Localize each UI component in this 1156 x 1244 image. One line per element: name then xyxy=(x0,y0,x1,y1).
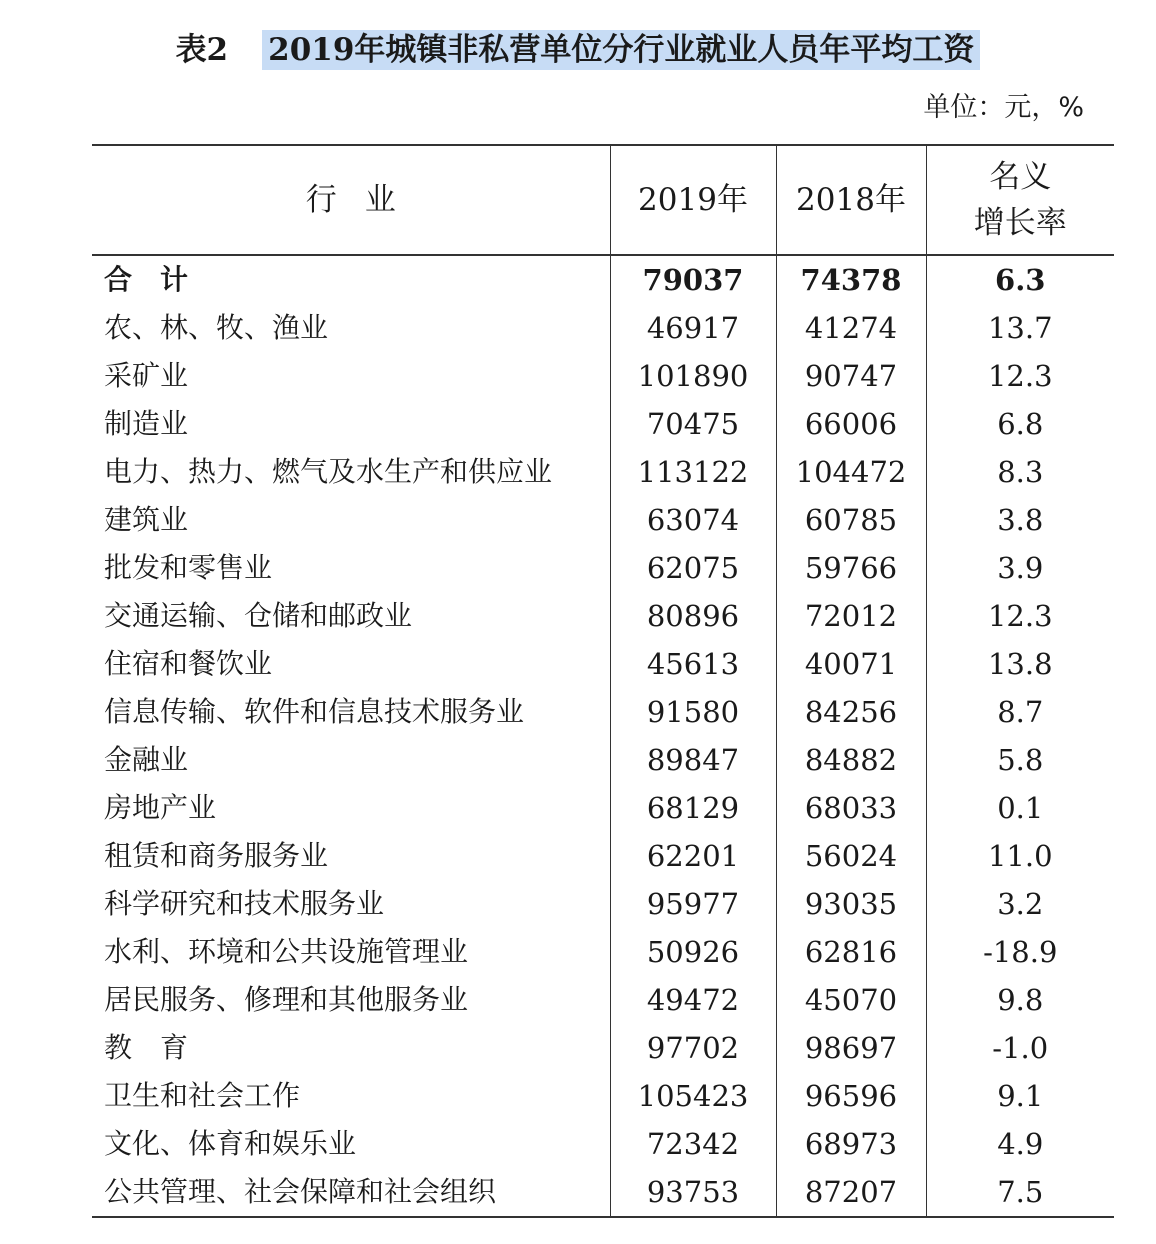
table-title-text: 2019年城镇非私营单位分行业就业人员年平均工资 xyxy=(262,30,980,70)
row-name: 交通运输、仓储和邮政业 xyxy=(104,599,413,632)
table-row xyxy=(92,400,1114,448)
table-row xyxy=(92,688,1114,736)
cell-2018: 96596 xyxy=(776,1072,926,1120)
cell-2018: 56024 xyxy=(776,832,926,880)
table-row xyxy=(92,928,1114,976)
table-row xyxy=(92,640,1114,688)
cell-2019: 97702 xyxy=(610,1024,776,1072)
cell-2018: 41274 xyxy=(776,304,926,352)
total-char2: 计 xyxy=(160,263,189,296)
table-row xyxy=(92,1120,1114,1168)
cell-2018: 66006 xyxy=(776,400,926,448)
cell-growth: 7.5 xyxy=(926,1168,1114,1217)
cell-growth: -1.0 xyxy=(926,1024,1114,1072)
row-name xyxy=(92,255,610,304)
row-name-char1: 教 xyxy=(104,1031,133,1064)
row-name: 制造业 xyxy=(104,407,189,440)
row-name: 卫生和社会工作 xyxy=(104,1079,301,1112)
cell-growth: 12.3 xyxy=(926,352,1114,400)
row-name: 科学研究和技术服务业 xyxy=(104,887,385,920)
cell-2019: 45613 xyxy=(610,640,776,688)
cell-2019: 62201 xyxy=(610,832,776,880)
cell-2018: 104472 xyxy=(776,448,926,496)
cell-2019: 49472 xyxy=(610,976,776,1024)
cell-2019: 72342 xyxy=(610,1120,776,1168)
table-row xyxy=(92,448,1114,496)
table-body xyxy=(92,255,1114,1217)
cell-growth: 6.8 xyxy=(926,400,1114,448)
cell-2018: 90747 xyxy=(776,352,926,400)
table-row xyxy=(92,880,1114,928)
cell-2019: 68129 xyxy=(610,784,776,832)
cell-growth: 6.3 xyxy=(926,255,1114,304)
row-name: 居民服务、修理和其他服务业 xyxy=(104,983,469,1016)
row-name: 住宿和餐饮业 xyxy=(104,647,273,680)
unit-label: 单位：元，% xyxy=(923,92,1084,123)
cell-2018: 40071 xyxy=(776,640,926,688)
row-name: 批发和零售业 xyxy=(104,551,273,584)
header-2018: 2018年 xyxy=(776,145,926,255)
row-name: 租赁和商务服务业 xyxy=(104,839,329,872)
row-name xyxy=(92,1024,610,1072)
cell-2019: 91580 xyxy=(610,688,776,736)
cell-2018: 84256 xyxy=(776,688,926,736)
row-name: 水利、环境和公共设施管理业 xyxy=(104,935,469,968)
table-row-total xyxy=(92,255,1114,304)
row-name: 公共管理、社会保障和社会组织 xyxy=(92,1168,610,1217)
table-row xyxy=(92,592,1114,640)
cell-2018: 68973 xyxy=(776,1120,926,1168)
cell-growth: 9.8 xyxy=(926,976,1114,1024)
cell-2019: 79037 xyxy=(610,255,776,304)
cell-growth: 9.1 xyxy=(926,1072,1114,1120)
cell-2018: 62816 xyxy=(776,928,926,976)
header-industry-char2: 业 xyxy=(364,182,396,218)
cell-2018: 45070 xyxy=(776,976,926,1024)
header-growth xyxy=(926,145,1114,255)
cell-2019: 50926 xyxy=(610,928,776,976)
header-industry xyxy=(92,145,610,255)
row-name: 农、林、牧、渔业 xyxy=(104,311,329,344)
table-row xyxy=(92,832,1114,880)
total-char1: 合 xyxy=(104,263,133,296)
cell-2019: 46917 xyxy=(610,304,776,352)
table-row xyxy=(92,544,1114,592)
cell-growth: 12.3 xyxy=(926,592,1114,640)
cell-growth: -18.9 xyxy=(926,928,1114,976)
table-header xyxy=(92,145,1114,255)
cell-2019: 101890 xyxy=(610,352,776,400)
cell-2019: 80896 xyxy=(610,592,776,640)
table-row xyxy=(92,352,1114,400)
cell-2019: 70475 xyxy=(610,400,776,448)
row-name: 文化、体育和娱乐业 xyxy=(104,1127,357,1160)
row-name: 信息传输、软件和信息技术服务业 xyxy=(104,695,525,728)
cell-2019: 93753 xyxy=(610,1168,776,1217)
cell-growth: 0.1 xyxy=(926,784,1114,832)
cell-2018: 74378 xyxy=(776,255,926,304)
table-row xyxy=(92,1072,1114,1120)
cell-2019: 63074 xyxy=(610,496,776,544)
cell-growth: 13.7 xyxy=(926,304,1114,352)
row-name: 房地产业 xyxy=(104,791,217,824)
cell-2018: 93035 xyxy=(776,880,926,928)
cell-growth: 8.3 xyxy=(926,448,1114,496)
cell-2019: 95977 xyxy=(610,880,776,928)
table-row xyxy=(92,1168,1114,1217)
table-row xyxy=(92,784,1114,832)
row-name: 金融业 xyxy=(104,743,189,776)
cell-2018: 72012 xyxy=(776,592,926,640)
cell-2018: 68033 xyxy=(776,784,926,832)
row-name: 建筑业 xyxy=(104,503,189,536)
cell-growth: 5.8 xyxy=(926,736,1114,784)
cell-2019: 113122 xyxy=(610,448,776,496)
table-title xyxy=(0,26,1156,74)
cell-2018: 59766 xyxy=(776,544,926,592)
cell-growth: 8.7 xyxy=(926,688,1114,736)
wage-table xyxy=(92,144,1114,1218)
header-2019: 2019年 xyxy=(610,145,776,255)
cell-growth: 11.0 xyxy=(926,832,1114,880)
cell-2019: 62075 xyxy=(610,544,776,592)
header-row xyxy=(92,145,1114,255)
cell-growth: 3.9 xyxy=(926,544,1114,592)
cell-growth: 4.9 xyxy=(926,1120,1114,1168)
table-row xyxy=(92,736,1114,784)
cell-growth: 3.8 xyxy=(926,496,1114,544)
cell-growth: 13.8 xyxy=(926,640,1114,688)
header-growth-line1: 名义 xyxy=(989,159,1052,195)
table-row xyxy=(92,304,1114,352)
cell-2019: 105423 xyxy=(610,1072,776,1120)
cell-2019: 89847 xyxy=(610,736,776,784)
cell-2018: 84882 xyxy=(776,736,926,784)
cell-growth: 3.2 xyxy=(926,880,1114,928)
row-name: 电力、热力、燃气及水生产和供应业 xyxy=(104,455,553,488)
table-row xyxy=(92,976,1114,1024)
cell-2018: 87207 xyxy=(776,1168,926,1217)
header-industry-char1: 行 xyxy=(305,182,337,218)
table-row xyxy=(92,1024,1114,1072)
table-number: 表2 xyxy=(175,32,229,68)
header-growth-line2: 增长率 xyxy=(973,205,1067,241)
cell-2018: 98697 xyxy=(776,1024,926,1072)
cell-2018: 60785 xyxy=(776,496,926,544)
table-row xyxy=(92,496,1114,544)
row-name: 采矿业 xyxy=(104,359,189,392)
row-name-char2: 育 xyxy=(160,1031,189,1064)
